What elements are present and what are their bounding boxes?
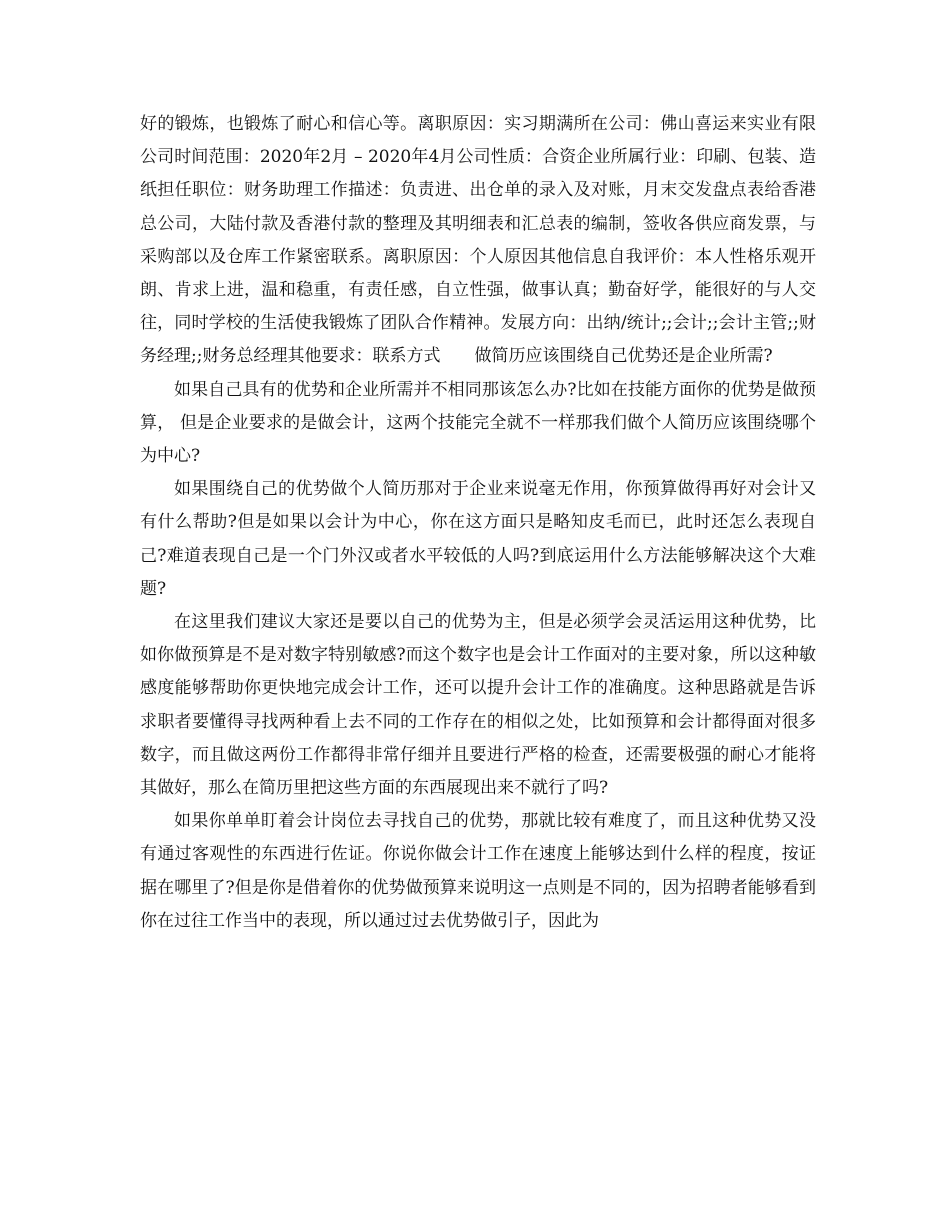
paragraph-3: 如果围绕自己的优势做个人简历那对于企业来说毫无作用，你预算做得再好对会计又有什么帮助?但是如果以会计为中心，你在这方面只是略知皮毛而已，此时还怎么表现自己?难道表现自己是一个门外汉或者水平较低的人吗?到底运用什么方法能够解决这个大难题? — [140, 479, 816, 599]
paragraph-1-text: 好的锻炼，也锻炼了耐心和信心等。离职原因：实习期满所在公司：佛山喜运来实业有限公司时间范围：2020年2月 – 2020年4月公司性质：合资企业所属行业：印刷、包装、造纸担任职位：财务助理工作描述：负责进、出仓单的录入及对账，月末交发盘点表给香港总公司，大陆付款及香港付款的整理及其明细表和汇总表的编制，签收各供应商发票，与采购部以及仓库工作紧密联系。离职原因：个人原因其他信息自我评价：本人性格乐观开朗、肯求上进，温和稳重，有责任感，自立性强，做事认真；勤奋好学，能很好的与人交往，同时学校的生活使我锻炼了团队合作精神。发展方向：出纳/统计;;会计;;会计主管;;财务经理;;财务总经理其他要求：联系方式 — [140, 114, 816, 367]
document-body — [140, 108, 816, 938]
paragraph-1-tail: 做简历应该围绕自己优势还是企业所需? — [474, 346, 773, 367]
paragraph-4: 在这里我们建议大家还是要以自己的优势为主，但是必须学会灵活运用这种优势，比如你做预算是不是对数字特别敏感?而这个数字也是会计工作面对的主要对象，所以这种敏感度能够帮助你更快地完成会计工作，还可以提升会计工作的准确度。这种思路就是告诉求职者要懂得寻找两种看上去不同的工作存在的相似之处，比如预算和会计都得面对很多数字，而且做这两份工作都得非常仔细并且要进行严格的检查，还需要极强的耐心才能将其做好，那么在简历里把这些方面的东西展现出来不就行了吗? — [140, 612, 816, 799]
paragraph-5: 如果你单单盯着会计岗位去寻找自己的优势，那就比较有难度了，而且这种优势又没有通过客观性的东西进行佐证。你说你做会计工作在速度上能够达到什么样的程度，按证据在哪里了?但是你是借着你的优势做预算来说明这一点则是不同的，因为招聘者能够看到你在过往工作当中的表现，所以通过过去优势做引子，因此为 — [140, 811, 816, 931]
paragraph-2: 如果自己具有的优势和企业所需并不相同那该怎么办?比如在技能方面你的优势是做预算， 但是企业要求的是做会计，这两个技能完全就不一样那我们做个人简历应该围绕哪个为中心? — [140, 379, 816, 467]
paragraph-1 — [140, 108, 816, 374]
